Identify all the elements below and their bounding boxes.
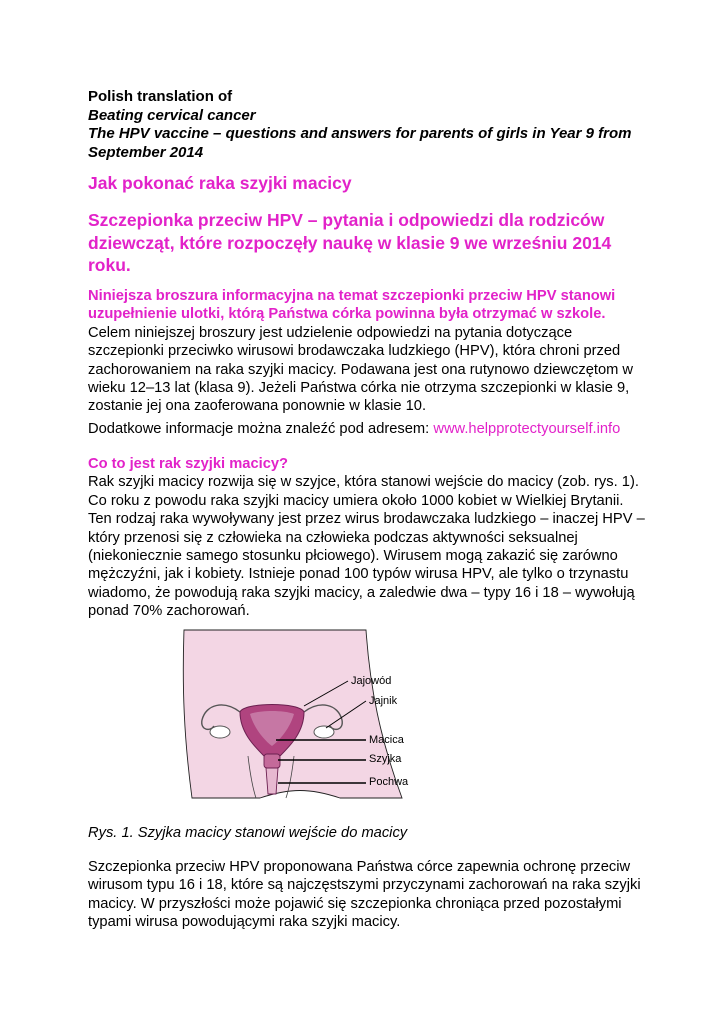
vagina [266, 768, 278, 794]
label-ovary: Jajnik [369, 695, 398, 707]
more-info-link[interactable]: www.helpprotectyourself.info [433, 421, 621, 437]
anatomy-figure [180, 628, 420, 808]
header-line-3: The HPV vaccine – questions and answers for parents of girls in Year 9 from September 2014 [88, 125, 632, 161]
page-title: Jak pokonać raka szyjki macicy [88, 173, 352, 193]
page-subtitle: Szczepionka przeciw HPV – pytania i odpowiedzi dla rodziców dziewcząt, które rozpoczęły naukę w klasie 9 we wrześniu 2014 roku. [88, 210, 612, 275]
more-info-paragraph [88, 420, 648, 438]
ovary-right [314, 726, 334, 738]
intro-lead: Niniejsza broszura informacyjna na temat szczepionki przeciw HPV stanowi uzupełnienie ulotki, którą Państwa córka powinna była otrzymać w szkole. [88, 288, 616, 323]
header-line-1: Polish translation of [88, 88, 233, 105]
section-heading: Co to jest rak szyjki macicy? [88, 456, 289, 472]
translation-header [88, 88, 648, 162]
closing-paragraph: Szczepionka przeciw HPV proponowana Państwa córce zapewnia ochronę przeciw wirusom typu 16 i 18, które są najczęstszymi przyczynami zachorowań na raka szyjki macicy. W przyszłości może pojawić się szczepionka chroniąca przed pozostałymi typami wirusa powodującymi raka szyjki macicy. [88, 859, 641, 931]
header-line-2: Beating cervical cancer [88, 106, 256, 124]
intro-paragraph [88, 287, 648, 416]
section-body: Rak szyjki macicy rozwija się w szyjce, która stanowi wejście do macicy (zob. rys. 1). Co roku z powodu raka szyjki macicy umiera około 1000 kobiet w Wielkiej Brytanii. Ten rodzaj raka wywoływany jest przez wirus brodawczaka ludzkiego – inaczej HPV – który przenosi się z człowieka na człowieka podczas aktywności seksualnej (niekoniecznie samego stosunku płciowego). Wirusem mogą zakazić się zarówno mężczyźni, jak i kobiety. Istnieje ponad 100 typów wirusa HPV, ale tylko o trzynastu wiadomo, że powodują raka szyjki macicy, a zaledwie dwa – typy 16 i 18 – wywołują ponad 70% zachorowań. [88, 474, 645, 620]
label-uterus: Macica [369, 734, 404, 746]
cervix [264, 754, 280, 768]
intro-body: Celem niniejszej broszury jest udzielenie odpowiedzi na pytania dotyczące szczepionki przeciwko wirusowi brodawczaka ludzkiego (HPV), która chroni przed zachorowaniem na raka szyjki macicy. Podawana jest ona rutynowo dziewczętom w wieku 12–13 lat (klasa 9). Jeżeli Państwa córka nie otrzyma szczepionki w klasie 9, zostanie jej ona zaoferowana ponownie w klasie 10. [88, 324, 634, 415]
figure-caption: Rys. 1. Szyjka macicy stanowi wejście do macicy [88, 825, 408, 841]
label-fallopian-tube: Jajowód [351, 675, 392, 687]
more-info-text: Dodatkowe informacje można znaleźć pod adresem: [88, 421, 434, 437]
ovary-left [210, 726, 230, 738]
label-vagina: Pochwa [369, 776, 409, 788]
section-what-is-cancer [88, 455, 648, 621]
label-cervix: Szyjka [369, 753, 402, 765]
